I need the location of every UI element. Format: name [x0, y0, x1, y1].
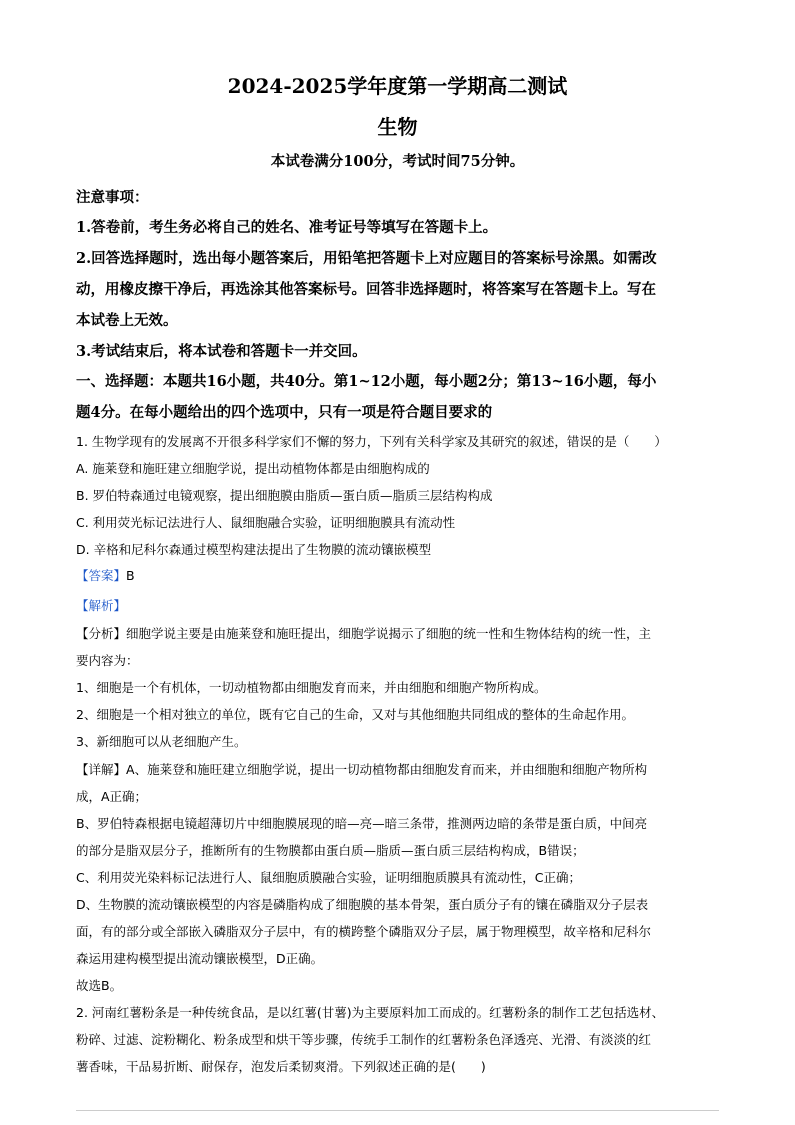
point-1: 1、细胞是一个有机体，一切动植物都由细胞发育而来，并由细胞和细胞产物所构成。	[76, 680, 547, 695]
q1-option-b: B. 罗伯特森通过电镜观察，提出细胞膜由脂质—蛋白质—脂质三层结构构成	[76, 488, 493, 503]
detail-d-line-2: 面，有的部分或全部嵌入磷脂双分子层中，有的横跨整个磷脂双分子层，属于物理模型，故辛格和尼科尔	[76, 924, 652, 939]
analysis-line-2: 要内容为：	[76, 653, 139, 668]
detail-a-line-1	[76, 760, 647, 778]
detail-d-line-3: 森运用建构模型提出流动镶嵌模型，D正确。	[76, 951, 324, 966]
q2-line-2: 粉碎、过滤、淀粉糊化、粉条成型和烘干等步骤，传统手工制作的红薯粉条色泽透亮、光滑、有淡淡的红	[76, 1032, 652, 1047]
detail-a-text: A、施莱登和施旺建立细胞学说，提出一切动植物都由细胞发育而来，并由细胞和细胞产物所构	[126, 762, 648, 777]
answer-tag: 【答案】	[76, 568, 127, 583]
fenxi-tag: 【分析】	[76, 626, 127, 641]
q2-line-3: 薯香味，干品易折断、耐保存，泡发后柔韧爽滑。下列叙述正确的是( )	[76, 1059, 486, 1074]
notice-item-1: 1.答卷前，考生务必将自己的姓名、准考证号等填写在答题卡上。	[76, 219, 498, 236]
point-2: 2、细胞是一个相对独立的单位，既有它自己的生命，又对与其他细胞共同组成的整体的生命起作用。	[76, 707, 634, 722]
section-heading-line-2: 题4分。在每小题给出的四个选项中，只有一项是符合题目要求的	[76, 404, 493, 421]
detail-d-line-1: D、生物膜的流动镶嵌模型的内容是磷脂构成了细胞膜的基本骨架，蛋白质分子有的镶在磷脂双分子层表	[76, 897, 649, 912]
subject-title: 生物	[377, 115, 418, 139]
notice-heading: 注意事项：	[76, 189, 149, 206]
q1-option-a: A. 施莱登和施旺建立细胞学说，提出动植物体都是由细胞构成的	[76, 461, 430, 476]
detail-b-line-1: B、罗伯特森根据电镜超薄切片中细胞膜展现的暗—亮—暗三条带，推测两边暗的条带是蛋白质，中间亮	[76, 816, 648, 831]
analysis-tag: 【解析】	[76, 598, 127, 613]
fenxi-text: 细胞学说主要是由施莱登和施旺提出，细胞学说揭示了细胞的统一性和生物体结构的统一性，主	[126, 626, 652, 641]
notice-item-2-line-3: 本试卷上无效。	[76, 312, 178, 329]
q1-option-d: D. 辛格和尼科尔森通过模型构建法提出了生物膜的流动镶嵌模型	[76, 542, 432, 557]
xiangjie-tag: 【详解】	[76, 762, 127, 777]
notice-item-3: 3.考试结束后，将本试卷和答题卡一并交回。	[76, 343, 367, 360]
detail-c: C、利用荧光染料标记法进行人、鼠细胞质膜融合实验，证明细胞质膜具有流动性，C正确；	[76, 870, 581, 885]
notice-item-2-line-1: 2.回答选择题时，选出每小题答案后，用铅笔把答题卡上对应题目的答案标号涂黑。如需改	[76, 250, 657, 267]
page-bottom-divider	[76, 1110, 719, 1111]
q1-option-c: C. 利用荧光标记法进行人、鼠细胞融合实验，证明细胞膜具有流动性	[76, 515, 456, 530]
section-heading-line-1: 一、选择题：本题共16小题，共40分。第1~12小题，每小题2分；第13~16小题，每小	[76, 373, 657, 390]
answer-value: B	[126, 568, 135, 583]
q2-line-1: 2. 河南红薯粉条是一种传统食品，是以红薯(甘薯)为主要原料加工而成的。红薯粉条的制作工艺包括选材、	[76, 1005, 665, 1020]
q1-answer	[76, 566, 135, 584]
q1-stem: 1. 生物学现有的发展离不开很多科学家们不懈的努力，下列有关科学家及其研究的叙述，错误的是（ ）	[76, 434, 667, 449]
detail-b-line-2: 的部分是脂双层分子，推断所有的生物膜都由蛋白质—脂质—蛋白质三层结构构成，B错误；	[76, 843, 585, 858]
point-3: 3、新细胞可以从老细胞产生。	[76, 734, 247, 749]
notice-item-2-line-2: 动，用橡皮擦干净后，再选涂其他答案标号。回答非选择题时，将答案写在答题卡上。写在	[76, 281, 656, 298]
choose-line: 故选B。	[76, 978, 123, 993]
exam-info: 本试卷满分100分，考试时间75分钟。	[270, 153, 525, 170]
analysis-line-1	[76, 624, 651, 642]
detail-a-line-2: 成，A正确；	[76, 789, 148, 804]
exam-title: 2024-2025学年度第一学期高二测试	[227, 74, 568, 98]
